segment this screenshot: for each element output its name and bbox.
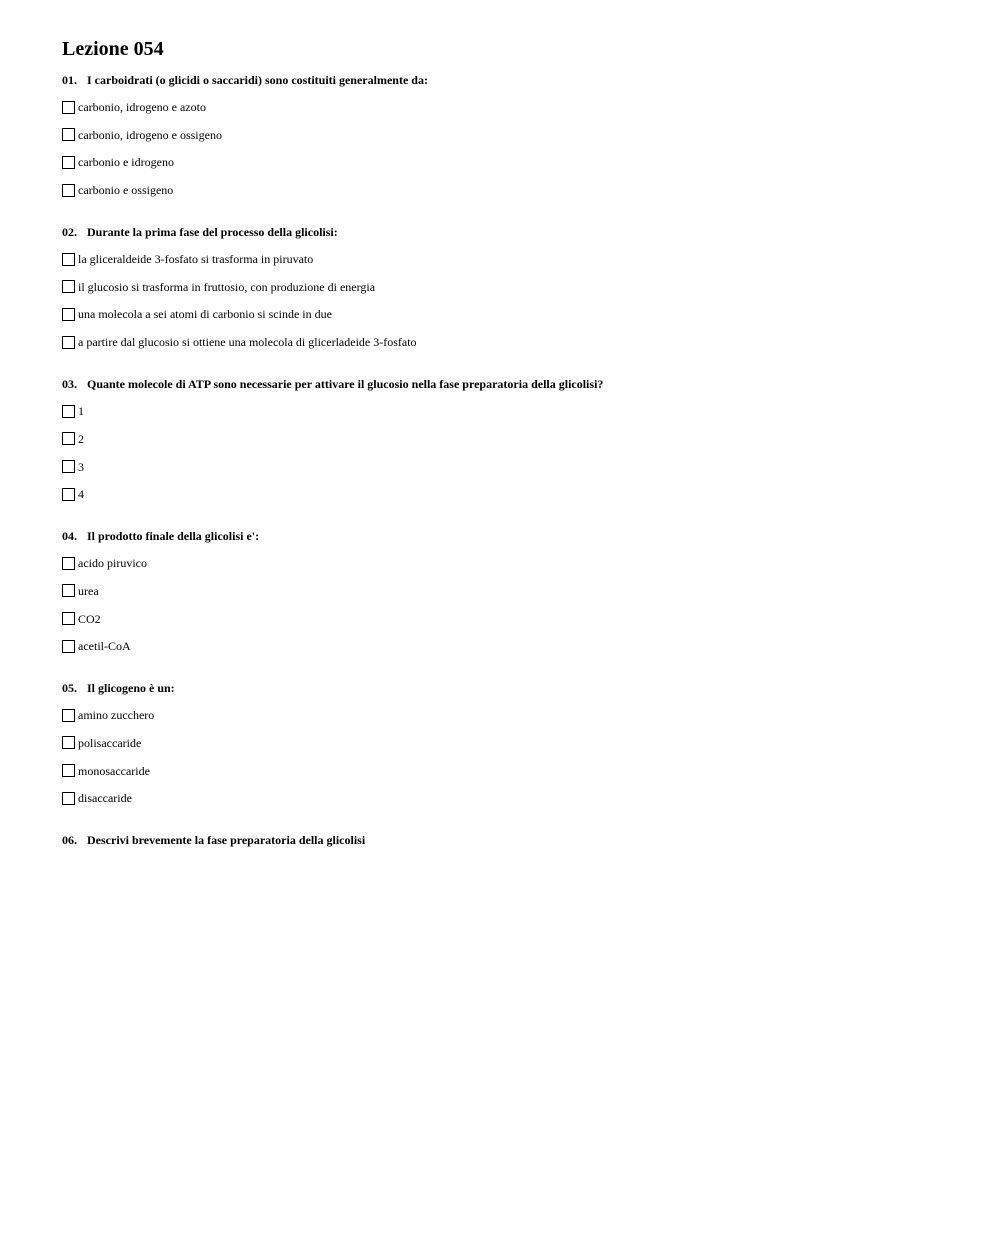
question-02 [62,225,962,350]
checkbox[interactable] [62,184,75,197]
answer-option[interactable] [62,251,962,267]
question-text [62,833,962,848]
checkbox[interactable] [62,101,75,114]
answer-label: 4 [78,487,84,502]
checkbox[interactable] [62,584,75,597]
answer-label: carbonio e ossigeno [78,183,174,198]
checkbox[interactable] [62,640,75,653]
checkbox[interactable] [62,253,75,266]
answer-label: carbonio, idrogeno e azoto [78,100,206,114]
answer-label: amino zucchero [78,708,155,723]
checkbox[interactable] [62,736,75,749]
answer-label: 3 [78,459,84,474]
question-prompt: Quante molecole di ATP sono necessarie per attivare il glucosio nella fase preparatoria della glicolisi? [87,377,604,392]
answer-label: 1 [78,404,84,419]
answer-label: acido piruvico [78,556,147,571]
question-number: 04. [62,529,77,544]
checkbox[interactable] [62,405,75,418]
answer-option[interactable] [62,583,962,599]
answer-label: urea [78,583,99,598]
question-text [62,681,962,696]
answer-label: monosaccaride [78,763,150,778]
answer-option[interactable] [62,431,962,447]
checkbox[interactable] [62,432,75,445]
question-prompt: Durante la prima fase del processo della glicolisi: [87,225,338,240]
answer-option[interactable] [62,707,962,723]
checkbox[interactable] [62,488,75,501]
checkbox[interactable] [62,709,75,722]
question-prompt: Descrivi brevemente la fase preparatoria della glicolisi [87,833,366,848]
answer-option[interactable] [62,279,962,295]
checkbox[interactable] [62,280,75,293]
question-number: 05. [62,681,77,696]
answer-label: una molecola a sei atomi di carbonio si scinde in due [78,307,332,322]
answer-option[interactable] [62,334,962,350]
checkbox[interactable] [62,336,75,349]
checkbox[interactable] [62,128,75,141]
answer-option[interactable] [62,790,962,806]
answer-label: CO2 [78,611,101,626]
question-number: 06. [62,833,77,848]
answer-label: la gliceraldeide 3-fosfato si trasforma in piruvato [78,252,314,267]
question-03 [62,377,962,502]
answer-label: polisaccaride [78,735,142,750]
answer-option[interactable] [62,459,962,475]
question-prompt: Il glicogeno è un: [87,681,175,696]
quiz-page [62,36,962,875]
answer-label: acetil-CoA [78,639,131,654]
question-text [62,225,962,240]
answer-option[interactable] [62,763,962,779]
answer-option[interactable] [62,154,962,170]
question-06 [62,833,962,848]
checkbox[interactable] [62,764,75,777]
question-text [62,73,962,88]
answer-label: carbonio, idrogeno e ossigeno [78,127,222,142]
question-number: 02. [62,225,77,240]
answer-option[interactable] [62,306,962,322]
question-04 [62,529,962,654]
checkbox[interactable] [62,308,75,321]
answer-option[interactable] [62,127,962,143]
answer-label: a partire dal glucosio si ottiene una molecola di glicerladeide 3-fosfato [78,335,417,350]
question-number: 01. [62,73,77,87]
page-title: Lezione 054 [62,38,164,60]
question-text [62,377,962,392]
checkbox[interactable] [62,612,75,625]
question-prompt: I carboidrati (o glicidi o saccaridi) sono costituiti generalmente da: [87,73,428,87]
question-prompt: Il prodotto finale della glicolisi e': [87,529,260,544]
answer-option[interactable] [62,99,962,115]
checkbox[interactable] [62,460,75,473]
answer-option[interactable] [62,403,962,419]
checkbox[interactable] [62,557,75,570]
answer-label: il glucosio si trasforma in fruttosio, con produzione di energia [78,279,376,294]
answer-option[interactable] [62,182,962,198]
answer-option[interactable] [62,486,962,502]
question-05 [62,681,962,806]
answer-label: carbonio e idrogeno [78,155,174,170]
answer-option[interactable] [62,555,962,571]
answer-label: disaccaride [78,791,132,806]
question-number: 03. [62,377,77,392]
question-text [62,529,962,544]
answer-label: 2 [78,431,84,446]
answer-option[interactable] [62,638,962,654]
answer-option[interactable] [62,735,962,751]
question-01 [62,73,962,198]
checkbox[interactable] [62,156,75,169]
checkbox[interactable] [62,792,75,805]
answer-option[interactable] [62,611,962,627]
